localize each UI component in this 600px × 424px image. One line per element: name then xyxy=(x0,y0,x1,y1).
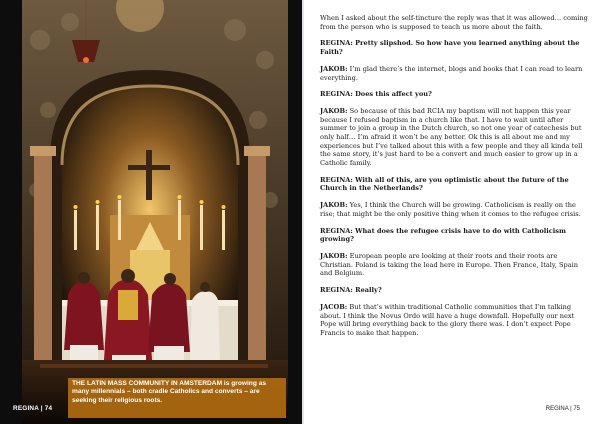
caption-bold: THE LATIN MASS COMMUNITY IN AMSTERDAM xyxy=(72,380,223,387)
speaker-label: JAKOB: xyxy=(320,107,348,116)
interview-answer xyxy=(320,107,588,167)
right-page xyxy=(304,0,600,424)
photo-caption xyxy=(72,380,282,405)
interview-question: REGINA: With all of this, are you optimistic about the future of the Church in the Netherlands? xyxy=(320,175,569,193)
answer-text: I’m glad there’s the internet, blogs and books that I can read to learn everything. xyxy=(320,64,583,82)
interview-question: REGINA: Really? xyxy=(320,286,382,295)
interview-answer xyxy=(320,201,588,218)
body-paragraph: When I asked about the self-tincture the reply was that it was allowed… coming from the person who is supposed to teach us more about the faith. xyxy=(320,14,588,31)
interview-question: REGINA: What does the refugee crisis have to do with Catholicism growing? xyxy=(320,226,566,244)
interview-answer xyxy=(320,303,588,337)
speaker-label: JAKOB: xyxy=(320,201,348,210)
interview-answer xyxy=(320,65,588,82)
speaker-label: JAKOB: xyxy=(320,64,348,73)
speaker-label: JACOB: xyxy=(320,303,348,312)
speaker-label: JAKOB: xyxy=(320,252,348,261)
answer-text: European people are looking at their roots and their roots are Christian. Poland is taking the lead here in Europe. Then France, Italy, Spain and Belgium. xyxy=(320,252,578,278)
page-number-left: REGINA | 74 xyxy=(13,405,53,412)
interview-question: REGINA: Does this affect you? xyxy=(320,90,432,99)
answer-text: So because of this bad RCIA my baptism will not happen this year because I refused baptism in a church like that. I have to wait until after summer to join a group in the Dutch church, so not one year of catechesis but only half… I’m afraid it won’t be any better. Ok this is all about me and my experiences but I’ve talked about this with a few people and they all kinda tell the same story, it’s just hard to be a convert and much easier to grow up in a Catholic family. xyxy=(320,107,583,167)
answer-text: Yes, I think the Church will be growing. Catholicism is really on the rise; that might be the only positive thing when it comes to the refugee crisis. xyxy=(320,201,581,218)
interview-text xyxy=(320,14,588,346)
interview-answer xyxy=(320,252,588,278)
caption-rest: is growing as many millennials – both cradle Catholics and converts – are seeking their religious roots. xyxy=(72,380,267,404)
interview-question: REGINA: Pretty slipshod. So how have you learned anything about the Faith? xyxy=(320,39,580,57)
page-number-right: REGINA | 75 xyxy=(545,406,580,412)
answer-text: But that’s within traditional Catholic communities that I’m talking about. I think the Novus Ordo will have a huge downfall. Hopefully our next Pope will bring everything back to the glory there was. I don’t expect Pope Francis to make that happen. xyxy=(320,303,575,337)
